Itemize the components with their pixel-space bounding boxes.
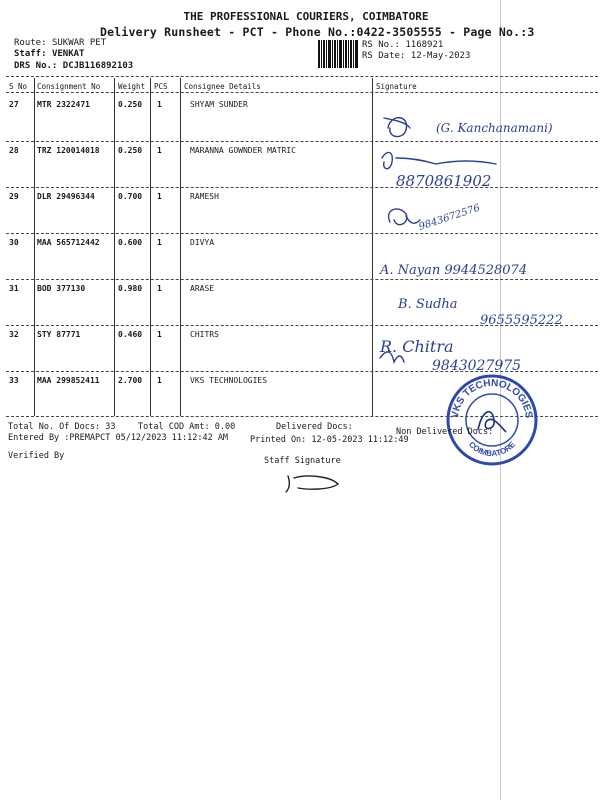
row-consignment: TRZ 120014018	[37, 146, 100, 155]
sig-row30-text: A. Nayan 9944528074	[380, 263, 528, 278]
col-divider	[34, 78, 35, 416]
sig-row31-name: B. Sudha	[398, 297, 458, 312]
row-sno: 32	[9, 330, 19, 339]
rs-no-label: RS No.:	[362, 40, 400, 50]
col-header-consignee: Consignee Details	[184, 82, 261, 91]
col-header-consignment: Consignment No	[37, 82, 101, 91]
route-label: Route:	[14, 38, 47, 48]
drs-value: DCJB116892103	[62, 61, 134, 71]
stamp-top-text: VKS TECHNOLOGIES	[449, 377, 535, 419]
sig-row31-phone: 9655595222	[480, 313, 563, 328]
row-pcs: 1	[157, 330, 162, 339]
row-pcs: 1	[157, 192, 162, 201]
row-consignment: MAA 565712442	[37, 238, 100, 247]
staff-line	[14, 49, 84, 59]
rs-no-value: 1168921	[405, 40, 444, 50]
col-header-sno: S No	[9, 82, 28, 91]
col-header-weight: Weight	[118, 82, 146, 91]
col-header-signature: Signature	[376, 82, 417, 91]
row-consignment: MAA 299852411	[37, 376, 100, 385]
rs-no-line	[362, 40, 443, 50]
total-cod: Total COD Amt: 0.00	[138, 422, 236, 432]
staff-signature-mark	[282, 470, 346, 496]
sig-row27-text: (G. Kanchanamani)	[436, 121, 553, 135]
staff-value: VENKAT	[51, 49, 85, 59]
table-top-rule	[6, 76, 598, 77]
row-weight: 0.700	[118, 192, 143, 201]
stamp-bottom-text: COIMBATORE	[466, 439, 518, 459]
row-consignee: SHYAM SUNDER	[190, 100, 248, 109]
svg-text:COIMBATORE	[467, 439, 518, 458]
row-consignment: MTR 2322471	[37, 100, 90, 109]
route-line	[14, 38, 106, 48]
row-consignee: VKS TECHNOLOGIES	[190, 376, 268, 385]
staff-label: Staff:	[14, 49, 47, 59]
row-pcs: 1	[157, 284, 162, 293]
row-pcs: 1	[157, 376, 162, 385]
entered-by: Entered By :PREMAPCT 05/12/2023 11:12:42 AM	[8, 433, 229, 443]
row-consignee: CHITRS	[190, 330, 219, 339]
row-sno: 29	[9, 192, 19, 201]
row-weight: 0.980	[118, 284, 143, 293]
row-sno: 30	[9, 238, 19, 247]
row-weight: 2.700	[118, 376, 143, 385]
col-divider	[372, 78, 373, 416]
route-value: SUKWAR PET	[51, 38, 107, 48]
row-consignment: STY 87771	[37, 330, 81, 339]
company-title: THE PROFESSIONAL COURIERS, COIMBATORE	[183, 10, 429, 23]
row-weight: 0.250	[118, 100, 143, 109]
row-weight: 0.250	[118, 146, 143, 155]
total-docs: Total No. Of Docs: 33	[8, 422, 116, 432]
handwritten-signatures	[376, 98, 596, 408]
sig-row28-phone: 8870861902	[396, 172, 492, 190]
row-sno: 28	[9, 146, 19, 155]
printed-on: Printed On: 12-05-2023 11:12:49	[250, 435, 409, 445]
rs-date-line	[362, 51, 470, 61]
sig-row32-phone: 9843027975	[432, 358, 522, 374]
barcode	[318, 40, 358, 68]
row-consignee: RAMESH	[190, 192, 219, 201]
row-sno: 33	[9, 376, 19, 385]
rs-date-value: 12-May-2023	[410, 51, 471, 61]
col-divider	[114, 78, 115, 416]
delivered-docs: Delivered Docs:	[276, 422, 353, 432]
row-weight: 0.600	[118, 238, 143, 247]
non-delivered-docs: Non Delivered Docs:	[396, 427, 494, 437]
runsheet-title: Delivery Runsheet - PCT - Phone No.:0422-3505555 - Page No.:3	[100, 25, 535, 39]
row-pcs: 1	[157, 238, 162, 247]
row-consignment: DLR 29496344	[37, 192, 95, 201]
row-consignee: ARASE	[190, 284, 215, 293]
row-consignee: MARANNA GOWNDER MATRIC	[190, 146, 296, 155]
drs-line	[14, 61, 133, 71]
col-header-pcs: PCS	[154, 82, 168, 91]
verified-by: Verified By	[8, 451, 65, 461]
row-pcs: 1	[157, 100, 162, 109]
sig-row32-name: R. Chitra	[380, 337, 454, 356]
row-consignment: BOD 377130	[37, 284, 86, 293]
drs-label: DRS No.:	[14, 61, 58, 71]
row-pcs: 1	[157, 146, 162, 155]
sig-row29-phone: 9843672576	[417, 202, 482, 233]
col-divider	[150, 78, 151, 416]
col-divider	[180, 78, 181, 416]
company-stamp	[444, 372, 540, 468]
row-weight: 0.460	[118, 330, 143, 339]
row-sno: 27	[9, 100, 19, 109]
row-sno: 31	[9, 284, 19, 293]
rs-date-label: RS Date:	[362, 51, 406, 61]
header-bottom-rule	[6, 92, 598, 93]
row-consignee: DIVYA	[190, 238, 215, 247]
staff-signature-label: Staff Signature	[264, 456, 341, 466]
